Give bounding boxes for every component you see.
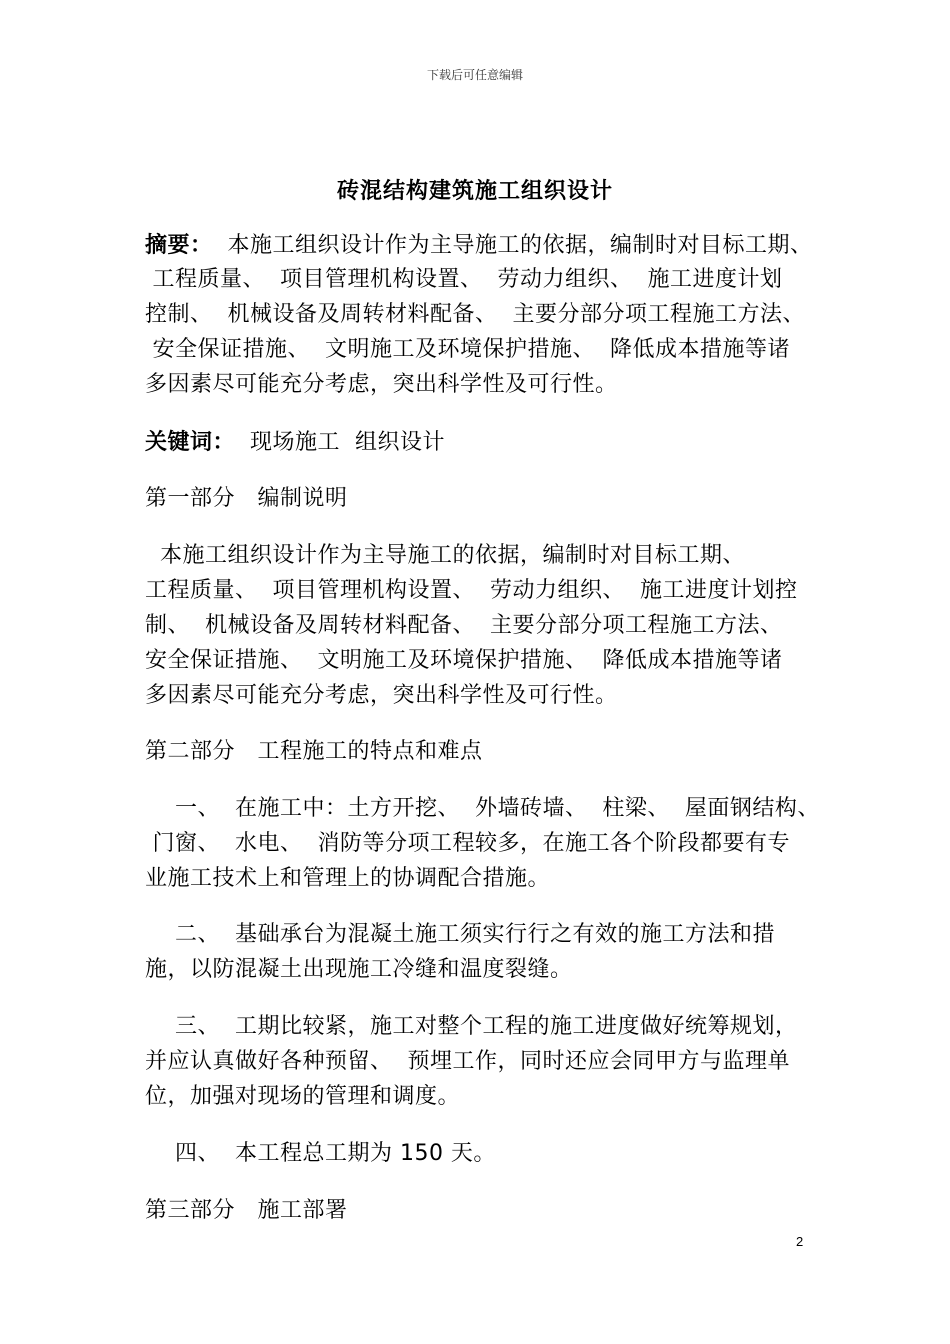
list-item-line: 门窗、 水电、 消防等分项工程较多，在施工各个阶段都要有专	[145, 831, 790, 856]
page-number: 2	[796, 1234, 804, 1249]
document-title: 砖混结构建筑施工组织设计	[336, 179, 613, 204]
abstract-line: 摘要： 本施工组织设计作为主导施工的依据，编制时对目标工期、	[145, 233, 813, 258]
paragraph-line: 本施工组织设计作为主导施工的依据，编制时对目标工期、	[145, 543, 745, 568]
page-header: 下载后可任意编辑	[426, 68, 523, 82]
abstract-line: 工程质量、 项目管理机构设置、 劳动力组织、 施工进度计划	[145, 267, 783, 292]
list-item-line: 二、 基础承台为混凝土施工须实行行之有效的施工方法和措	[145, 922, 775, 947]
abstract-line: 多因素尽可能充分考虑，突出科学性及可行性。	[145, 372, 618, 397]
section-heading: 第三部分 施工部署	[145, 1198, 348, 1223]
keywords-text: 现场施工 组织设计	[235, 430, 445, 455]
list-item-line: 三、 工期比较紧，施工对整个工程的施工进度做好统筹规划，	[145, 1014, 798, 1039]
abstract-line: 安全保证措施、 文明施工及环境保护措施、 降低成本措施等诸	[145, 337, 790, 362]
paragraph-line: 工程质量、 项目管理机构设置、 劳动力组织、 施工进度计划控	[145, 578, 798, 603]
section-heading: 第一部分 编制说明	[145, 486, 348, 511]
section-heading: 第二部分 工程施工的特点和难点	[145, 739, 483, 764]
list-item-line: 四、 本工程总工期为 150 天。	[145, 1141, 496, 1166]
list-item-line: 业施工技术上和管理上的协调配合措施。	[145, 866, 551, 891]
abstract-label: 摘要：	[145, 233, 213, 258]
list-item-line: 并应认真做好各种预留、 预埋工作，同时还应会同甲方与监理单	[145, 1049, 790, 1074]
keywords-line	[145, 428, 445, 458]
paragraph-line: 多因素尽可能充分考虑，突出科学性及可行性。	[145, 683, 618, 708]
list-item-line: 位，加强对现场的管理和调度。	[145, 1084, 461, 1109]
abstract-line: 控制、 机械设备及周转材料配备、 主要分部分项工程施工方法、	[145, 302, 805, 327]
list-item-line: 施，以防混凝土出现施工冷缝和温度裂缝。	[145, 957, 573, 982]
keywords-label: 关键词：	[145, 430, 236, 455]
paragraph-line: 制、 机械设备及周转材料配备、 主要分部分项工程施工方法、	[145, 613, 783, 638]
list-item-line: 一、 在施工中：土方开挖、 外墙砖墙、 柱梁、 屋面钢结构、	[145, 796, 820, 821]
paragraph-line: 安全保证措施、 文明施工及环境保护措施、 降低成本措施等诸	[145, 648, 783, 673]
